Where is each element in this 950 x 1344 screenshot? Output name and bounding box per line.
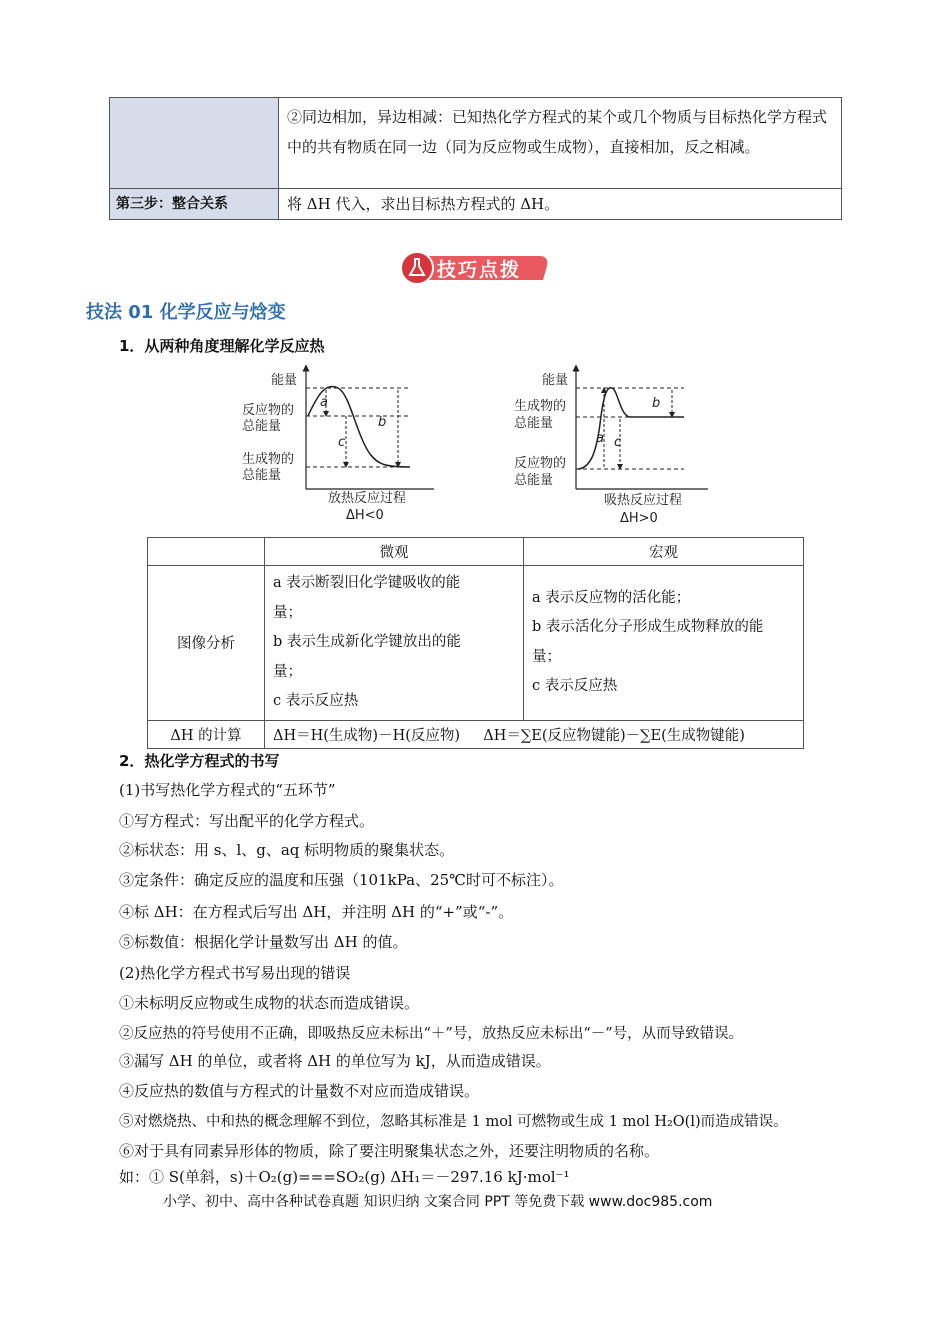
calc-cell (265, 720, 804, 748)
caption-2: ΔH<0 (346, 508, 384, 523)
text-line: ②反应热的符号使用不正确，即吸热反应未标出“＋”号，放热反应未标出“－”号，从而导致错误。 (119, 1026, 744, 1042)
step3-header: 第三步：整合关系 (110, 189, 279, 220)
row-label-calc: ΔH 的计算 (148, 720, 265, 748)
label-c: c (338, 435, 346, 450)
label-a: a (596, 431, 604, 446)
text-line: ⑥对于具有同素异形体的物质，除了要注明聚集状态之外，还要注明物质的名称。 (119, 1142, 660, 1160)
section-title: 技法 01 化学反应与焓变 (86, 302, 286, 323)
text-line: ①未标明反应物或生成物的状态而造成错误。 (119, 994, 420, 1012)
footer-text: 小学、初中、高中各种试卷真题 知识归纳 文案合同 PPT 等免费下载 www.doc985.com (163, 1194, 713, 1210)
tips-badge (399, 250, 551, 286)
energy-label: 能量 (271, 373, 298, 388)
reactant-label-1: 反应物的 (514, 456, 567, 471)
text-line: ①写方程式：写出配平的化学方程式。 (119, 812, 375, 830)
step3-text: 将 ΔH 代入，求出目标热方程式的 ΔH。 (279, 189, 842, 220)
text-line: ②标状态：用 s、l、g、aq 标明物质的聚集状态。 (119, 841, 455, 859)
text-line: (1)书写热化学方程式的“五环节” (119, 781, 336, 799)
endothermic-diagram (512, 364, 712, 529)
reactant-label-2: 总能量 (514, 473, 554, 488)
flask-icon (401, 252, 433, 284)
header-macro: 宏观 (524, 538, 804, 566)
caption-1: 吸热反应过程 (604, 493, 683, 508)
micro-cell (265, 566, 524, 721)
micro-line-3: b 表示生成新化学键放出的能 (273, 634, 461, 650)
micro-line-2: 量； (273, 604, 302, 621)
micro-line-1: a 表示断裂旧化学键吸收的能 (273, 575, 461, 591)
micro-line-4: 量； (273, 663, 302, 680)
analysis-table (147, 537, 804, 749)
text-line: ④反应热的数值与方程式的计量数不对应而造成错误。 (119, 1082, 480, 1100)
macro-line-4: c 表示反应热 (532, 678, 618, 695)
reactant-label-2: 总能量 (242, 419, 282, 434)
header-micro: 微观 (265, 538, 524, 566)
tips-badge-label: 技巧点拨 (437, 259, 522, 281)
label-b: b (378, 415, 387, 430)
product-label-2: 总能量 (514, 416, 554, 431)
product-label-2: 总能量 (242, 468, 282, 483)
text-line: ⑤对燃烧热、中和热的概念理解不到位，忽略其标准是 1 mol 可燃物或生成 1 mol H₂O(l)而造成错误。 (119, 1114, 788, 1130)
text-line: (2)热化学方程式书写易出现的错误 (119, 964, 351, 982)
text-line: ③漏写 ΔH 的单位，或者将 ΔH 的单位写为 kJ，从而造成错误。 (119, 1052, 551, 1070)
macro-cell (524, 566, 804, 721)
macro-line-3: 量； (532, 648, 561, 665)
calc-macro: ΔH＝∑E(反应物键能)－∑E(生成物键能) (483, 727, 745, 744)
micro-line-5: c 表示反应热 (273, 693, 359, 709)
row-label-image-analysis: 图像分析 (148, 566, 265, 721)
caption-2: ΔH>0 (620, 511, 658, 526)
macro-line-1: a 表示反应物的活化能； (532, 589, 691, 606)
calc-micro: ΔH＝H(生成物)－H(反应物) (273, 727, 461, 744)
text-line: ④标 ΔH：在方程式后写出 ΔH，并注明 ΔH 的“+”或“-”。 (119, 903, 514, 921)
text-line: 如：① S(单斜，s)＋O₂(g)===SO₂(g) ΔH₁＝－297.16 kJ·mol⁻¹ (119, 1168, 570, 1186)
heading-1: 1．从两种角度理解化学反应热 (119, 337, 325, 355)
text-line: ⑤标数值：根据化学计量数写出 ΔH 的值。 (119, 933, 408, 951)
macro-line-2: b 表示活化分子形成生成物释放的能 (532, 619, 764, 636)
caption-1: 放热反应过程 (328, 491, 407, 506)
reactant-label-1: 反应物的 (242, 403, 295, 418)
heading-2: 2．热化学方程式的书写 (119, 752, 280, 770)
exothermic-diagram (238, 364, 438, 524)
steps-table-blank-header (110, 98, 279, 189)
product-label-1: 生成物的 (242, 452, 295, 467)
product-label-1: 生成物的 (514, 399, 567, 414)
text-line: ③定条件：确定反应的温度和压强（101kPa、25℃时可不标注）。 (119, 871, 564, 889)
steps-table-row1-text: ②同边相加，异边相减：已知热化学方程式的某个或几个物质与目标热化学方程式中的共有物质在同一边（同为反应物或生成物），直接相加，反之相减。 (279, 98, 842, 189)
label-b: b (652, 396, 661, 411)
analysis-table-corner (148, 538, 265, 566)
steps-table (109, 97, 842, 220)
energy-label: 能量 (542, 373, 569, 388)
label-a: a (320, 395, 328, 410)
label-c: c (614, 435, 622, 450)
